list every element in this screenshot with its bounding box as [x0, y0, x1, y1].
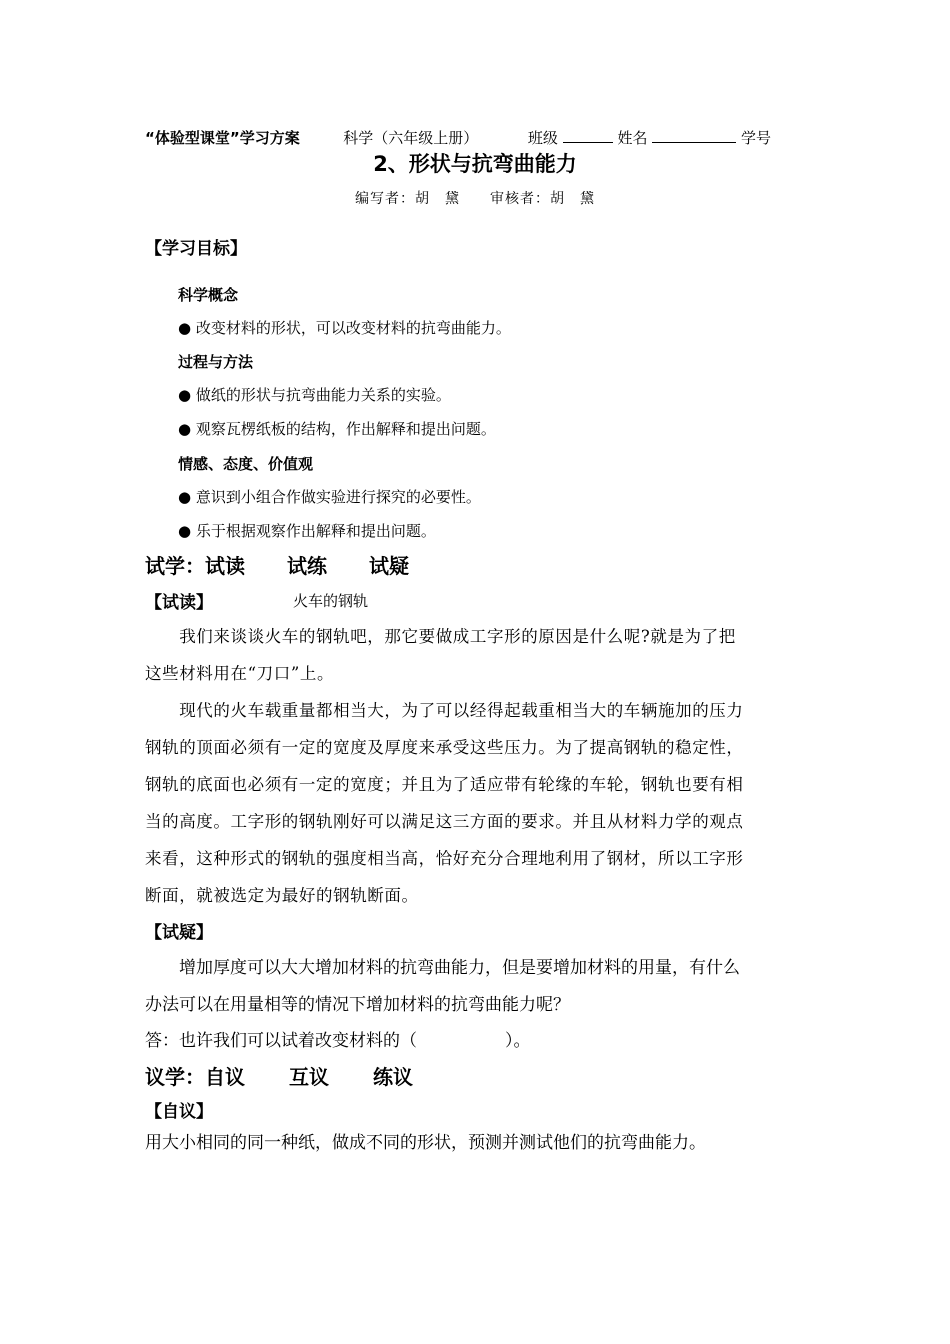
try-section-heading [145, 550, 409, 579]
answer-prefix: 答：也许我们可以试着改变材料的（ [145, 1031, 417, 1051]
try-heading-read: 试学：试读 [145, 554, 245, 578]
authors-line: 编写者：胡 黛 审核者：胡 黛 [355, 191, 595, 207]
paragraph-line: 钢轨的底面也必须有一定的宽度；并且为了适应带有轮缘的车轮，钢轨也要有相 [145, 775, 744, 794]
self-discuss-heading: 【自议】 [145, 1102, 213, 1122]
try-heading-doubt: 试疑 [369, 554, 409, 578]
try-heading-practice: 试练 [287, 554, 327, 578]
concept-heading: 科学概念 [178, 286, 239, 304]
doubt-line: 办法可以在用量相等的情况下增加材料的抗弯曲能力呢？ [145, 995, 570, 1015]
read-topic: 火车的钢轨 [293, 592, 369, 610]
doubt-line: 增加厚度可以大大增加材料的抗弯曲能力，但是要增加材料的用量，有什么 [145, 958, 740, 978]
paragraph-line: 这些材料用在“刀口”上。 [145, 664, 335, 683]
paragraph-line: 断面，就被选定为最好的钢轨断面。 [145, 886, 419, 905]
paragraph-line: 来看，这种形式的钢轨的强度相当高，恰好充分合理地利用了钢材，所以工字形 [145, 849, 744, 868]
paragraph-line: 我们来谈谈火车的钢轨吧，那它要做成工字形的原因是什么呢?就是为了把 [145, 627, 736, 646]
doubt-heading: 【试疑】 [145, 923, 213, 943]
process-heading: 过程与方法 [178, 353, 254, 371]
discuss-heading-mutual: 互议 [289, 1065, 329, 1089]
attitude-item: ● 意识到小组合作做实验进行探究的必要性。 [178, 488, 481, 506]
discuss-section-heading [145, 1061, 413, 1090]
paragraph-line: 当的高度。工字形的钢轨刚好可以满足这三方面的要求。并且从材料力学的观点 [145, 812, 744, 831]
paragraph-line: 钢轨的顶面必须有一定的宽度及厚度来承受这些压力。为了提高钢轨的稳定性， [145, 738, 744, 757]
answer-suffix: ）。 [505, 1031, 531, 1051]
attitude-item: ● 乐于根据观察作出解释和提出问题。 [178, 522, 436, 540]
goals-heading: 【学习目标】 [145, 239, 247, 259]
page-title: 2、形状与抗弯曲能力 [373, 152, 577, 176]
name-label: 姓名 [617, 129, 648, 147]
name-blank[interactable] [652, 128, 736, 143]
self-discuss-line: 用大小相同的同一种纸，做成不同的形状，预测并测试他们的抗弯曲能力。 [145, 1133, 706, 1153]
worksheet-header [145, 127, 771, 148]
class-blank[interactable] [563, 128, 613, 143]
attitude-heading: 情感、态度、价值观 [178, 455, 314, 473]
class-label: 班级 [527, 129, 558, 147]
answer-line [145, 1026, 531, 1051]
discuss-heading-practice: 练议 [373, 1065, 413, 1089]
concept-item: ● 改变材料的形状，可以改变材料的抗弯曲能力。 [178, 319, 511, 337]
read-heading: 【试读】 [145, 593, 213, 613]
subject-label: 科学（六年级上册） [343, 129, 479, 147]
discuss-heading-self: 议学：自议 [145, 1065, 245, 1089]
id-label: 学号 [741, 129, 772, 147]
plan-title: “体验型课堂”学习方案 [145, 129, 300, 147]
paragraph-line: 现代的火车载重量都相当大，为了可以经得起载重相当大的车辆施加的压力 [145, 701, 744, 720]
process-item: ● 观察瓦楞纸板的结构，作出解释和提出问题。 [178, 420, 496, 438]
process-item: ● 做纸的形状与抗弯曲能力关系的实验。 [178, 386, 451, 404]
